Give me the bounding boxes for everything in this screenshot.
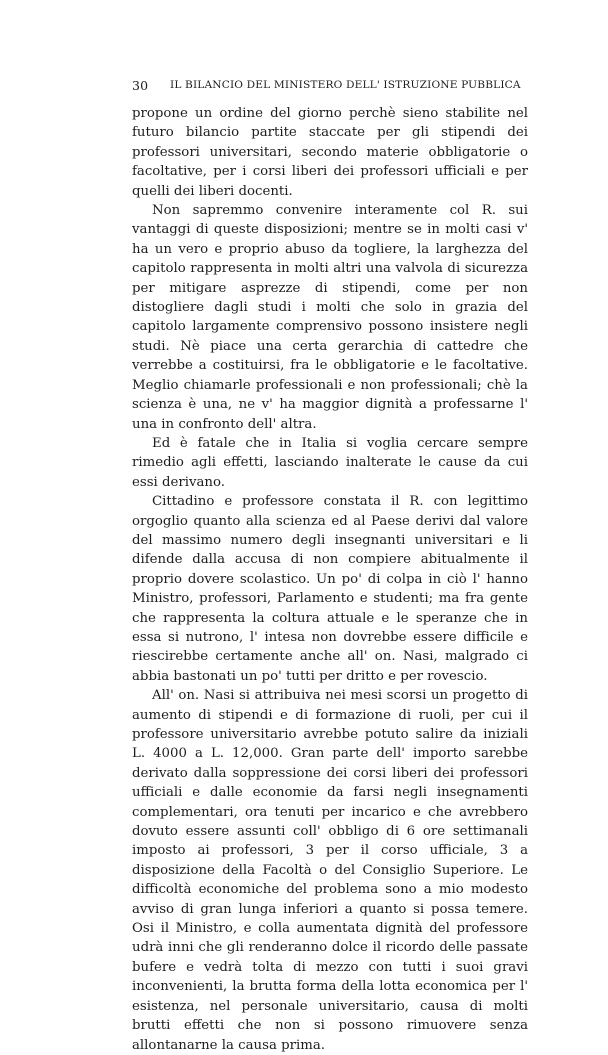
- running-title: IL BILANCIO DEL MINISTERO DELL' ISTRUZIONE PUBBLICA: [170, 79, 521, 91]
- running-header: [132, 78, 528, 96]
- paragraph-1: propone un ordine del giorno perchè sieno stabilite nel futuro bilancio partite staccate per gli stipendi dei professori universitari, secondo materie obbligatorie o facoltative, per i corsi liberi dei professori ufficiali e per quelli dei liberi docenti.: [132, 106, 528, 199]
- paragraph-4: Cittadino e professore constata il R. con legittimo orgoglio quanto alla scienza ed al Paese derivi dal valore del massimo numero degli insegnanti universitari e li difende dalla accusa di non compiere abitualmente il proprio dovere scolastico. Un po' di colpa in ciò l' hanno Ministro, professori, Parlamento e studenti; ma fra gente che rappresenta la coltura attuale e le speranze che in essa si nutrono, l' intesa non dovrebbe essere difficile e riescirebbe certamente anche all' on. Nasi, malgrado ci abbia bastonati un po' tutti per dritto e per rovescio.: [132, 494, 528, 684]
- paragraph-5: All' on. Nasi si attribuiva nei mesi scorsi un progetto di aumento di stipendi e di formazione di ruoli, per cui il professore universitario avrebbe potuto salire da iniziali L. 4000 a L. 12,000. Gran parte dell' importo sarebbe derivato dalla soppressione dei corsi liberi dei professori ufficiali e dalle economie da farsi negli insegnamenti complementari, ora tenuti per incarico e che avrebbero dovuto essere assunti coll' obbligo di 6 ore settimanali imposto ai professori, 3 per il corso ufficiale, 3 a disposizione della Facoltà o del Consiglio Superiore. Le difficoltà economiche del problema sono a mio modesto avviso di gran lunga inferiori a quanto si possa temere. Osi il Ministro, e colla aumentata dignità del professore udrà inni che gli renderanno dolce il ricordo delle passate bufere e vedrà tolta di mezzo con tutti i suoi gravi inconvenienti, la brutta forma della lotta economica per l' esistenza, nel personale universitario, causa di molti brutti effetti che non si possono rimuovere senza allontanarne la causa prima.: [132, 688, 528, 1053]
- page-number: 30: [132, 78, 149, 93]
- paragraph-2: Non sapremmo convenire interamente col R. sui vantaggi di queste disposizioni; mentre se in molti casi v' ha un vero e proprio abuso da togliere, la larghezza del capitolo rappresenta in molti altri una valvola di sicurezza per mitigare asprezze di stipendi, come per non distogliere dagli studi i molti che solo in grazia del capitolo largamente comprensivo possono insistere negli studi. Nè piace una certa gerarchia di cattedre che verrebbe a costituirsi, fra le obbligatorie e le facoltative. Meglio chiamarle professionali e non professionali; chè la scienza è una, ne v' ha maggior dignità a professarne l' una in confronto dell' altra.: [132, 203, 528, 432]
- body-text: [132, 104, 528, 1055]
- paragraph-3: Ed è fatale che in Italia si voglia cercare sempre rimedio agli effetti, lasciando inalterate le cause da cui essi derivano.: [132, 435, 528, 490]
